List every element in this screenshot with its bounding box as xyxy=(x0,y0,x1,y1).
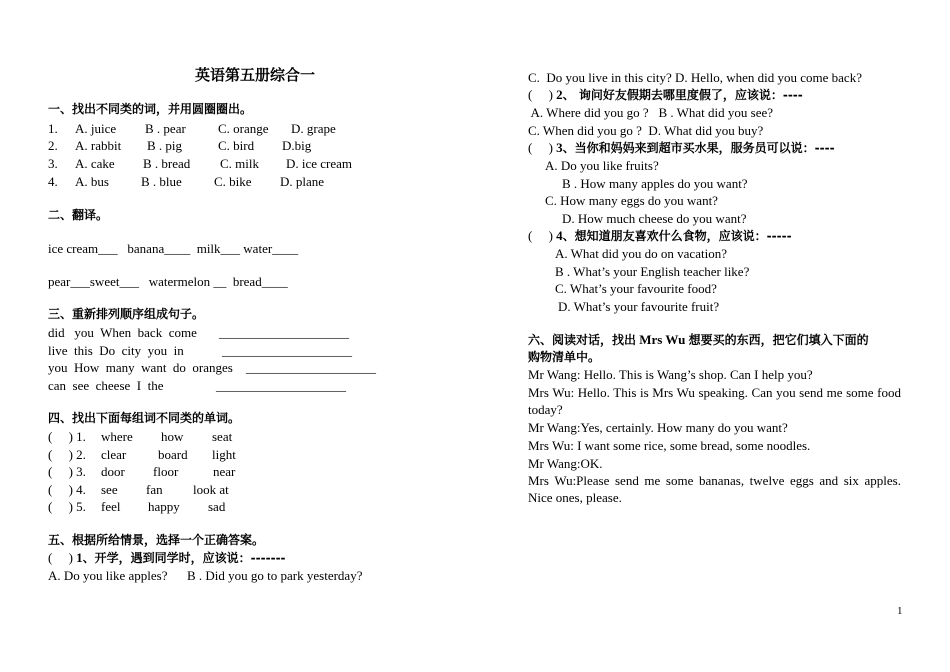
question-3-option-c: C. How many eggs do you want? xyxy=(545,193,718,208)
question-2-options-ab: A. Where did you go ? B . What did you see? xyxy=(528,105,774,120)
dialogue-line: Mr Wang:Yes, certainly. How many do you want? xyxy=(528,420,788,435)
page-number: 1 xyxy=(897,605,903,617)
question-1: ( ) 1、开学，遇到同学时，应该说：------- xyxy=(48,550,286,565)
section6-heading: 六、阅读对话，找出 Mrs Wu 想要买的东西，把它们填入下面的 xyxy=(528,332,869,347)
dialogue-line: Mrs Wu: I want some rice, some bread, some noodles. xyxy=(528,438,811,453)
section1-heading: 一、找出不同类的词，并用圆圈圈出。 xyxy=(48,102,253,116)
question-3-option-a: A. Do you like fruits? xyxy=(545,158,659,173)
page-title: 英语第五册综合一 xyxy=(195,66,316,84)
question-1-options-ab: A. Do you like apples? B . Did you go to park yesterday? xyxy=(48,568,363,583)
question-2-options-cd: C. When did you go ? D. What did you buy? xyxy=(528,123,764,138)
dialogue-line: Mrs Wu:Please send me some bananas, twelve eggs and six apples. Nice ones, please. xyxy=(528,473,901,505)
dialogue-line: Mrs Wu: Hello. This is Mrs Wu speaking. Can you send me some food today? xyxy=(528,385,901,417)
question-3: ( ) 3、当你和妈妈来到超市买水果，服务员可以说：---- xyxy=(528,140,835,155)
section5-heading: 五、根据所给情景，选择一个正确答案。 xyxy=(48,533,265,547)
question-4: ( ) 4、想知道朋友喜欢什么食物，应该说：----- xyxy=(528,228,792,243)
question-4-option-c: C. What’s your favourite food? xyxy=(555,281,717,296)
question-3-option-d: D. How much cheese do you want? xyxy=(562,211,747,226)
answer-blank: ____________________ xyxy=(246,360,376,375)
translation-line-1: ice cream___ banana____ milk___ water____ xyxy=(48,241,299,256)
question-2: ( ) 2、 询问好友假期去哪里度假了，应该说：---- xyxy=(528,87,803,102)
answer-blank: ____________________ xyxy=(222,343,352,358)
dialogue-line: Mr Wang:OK. xyxy=(528,456,603,471)
question-3-option-b: B . How many apples do you want? xyxy=(562,176,748,191)
section6-heading-cont: 购物清单中。 xyxy=(528,350,601,364)
translation-line-2: pear___sweet___ watermelon __ bread____ xyxy=(48,274,288,289)
question-4-option-d: D. What’s your favourite fruit? xyxy=(558,299,720,314)
question-4-option-b: B . What’s your English teacher like? xyxy=(555,264,750,279)
answer-blank: ____________________ xyxy=(219,325,349,340)
section4-heading: 四、找出下面每组词不同类的单词。 xyxy=(48,411,241,425)
answer-blank: ____________________ xyxy=(216,378,346,393)
question-4-option-a: A. What did you do on vacation? xyxy=(555,246,727,261)
dialogue-line: Mr Wang: Hello. This is Wang’s shop. Can I help you? xyxy=(528,367,813,382)
question-1-options-cd: C. Do you live in this city? D. Hello, when did you come back? xyxy=(528,70,862,85)
section3-heading: 三、重新排列顺序组成句子。 xyxy=(48,307,205,321)
section2-heading: 二、翻译。 xyxy=(48,208,109,222)
